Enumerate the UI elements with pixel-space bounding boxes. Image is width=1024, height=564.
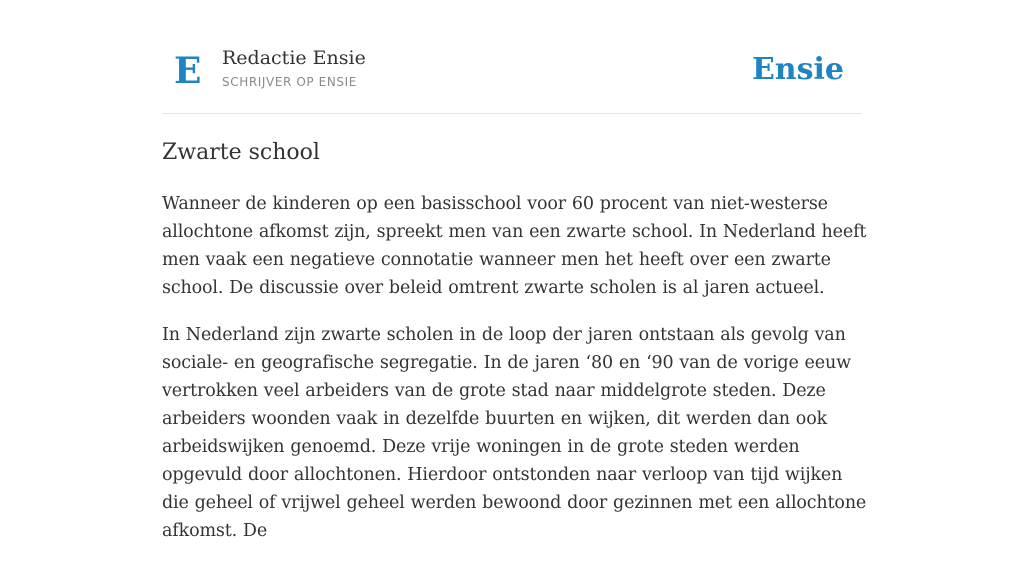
article-paragraph: In Nederland zijn zwarte scholen in de loop der jaren ontstaan als gevolg van sociale- en geografische segregatie. In de jaren ‘80 en ‘90 van de vorige eeuw vertrokken veel arbeiders van de grote stad naar middelgrote steden. Deze arbeiders woonden vaak in dezelfde buurten en wijken, dit werden dan ook arbeidswijken genoemd. Deze vrije woningen in de grote steden werden opgevuld door allochtonen. Hierdoor ontstonden naar verloop van tijd wijken die geheel of vrijwel geheel werden bewoond door gezinnen met een allochtone afkomst. De — [162, 325, 867, 541]
author-avatar[interactable]: E — [174, 50, 202, 92]
article-body — [162, 190, 870, 564]
article-paragraph: Wanneer de kinderen op een basisschool voor 60 procent van niet-westerse allochtone afkomst zijn, spreekt men van een zwarte school. In Nederland heeft men vaak een negatieve connotatie wanneer men het heeft over een zwarte school. De discussie over beleid omtrent zwarte scholen is al jaren actueel. — [162, 194, 867, 298]
article-title: Zwarte school — [162, 140, 320, 165]
article-header — [162, 40, 862, 114]
brand-logo[interactable]: Ensie — [751, 52, 844, 87]
author-role: SCHRIJVER OP ENSIE — [222, 75, 357, 89]
author-name[interactable]: Redactie Ensie — [222, 47, 366, 69]
